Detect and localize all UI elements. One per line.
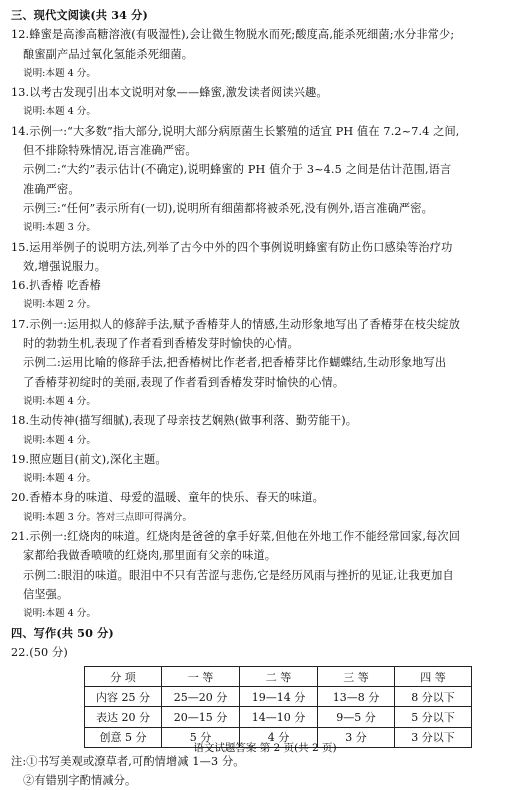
answer-cont-line: 示例二:运用比喻的修辞手法,把香椿树比作老者,把香椿芽比作蝴蝶结,生动形象地写出 [23,356,447,370]
answer-head-line: 四、写作(共 50 分) [11,625,114,640]
grading-note-cont-line: ②有错别字酌情减分。 [23,774,137,788]
answer-item-line: 14.示例一:“大多数”指大部分,说明大部分病原菌生长繁殖的适宜 PH 值在 7.2~7.4 之间, [11,124,460,138]
grading-cell: 内容 25 分 [85,687,162,707]
answer-note-line: 说明:本题 3 分。 [23,222,96,234]
answer-cont-line: 了香椿芽初绽时的美丽,表现了作者看到香椿发芽时愉快的心情。 [23,375,345,389]
answer-cont-line: 准确严密。 [23,182,80,196]
grading-header-cell: 一 等 [162,667,240,687]
grading-header-cell: 二 等 [240,667,318,687]
answer-cont-line: 示例二:“大约”表示估计(不确定),说明蜂蜜的 PH 值介于 3~4.5 之间是估计范围,语言 [23,163,452,177]
grading-cell: 8 分以下 [395,687,472,707]
answer-note-line: 说明:本题 4 分。 [23,67,96,79]
answer-note-line: 说明:本题 4 分。 [23,608,96,620]
answer-note-line: 说明:本题 3 分。答对三点即可得满分。 [23,511,192,523]
grading-header-cell: 四 等 [395,667,472,687]
grading-cell: 3 分 [318,727,395,747]
grading-cell: 9—5 分 [318,707,395,727]
answer-note-line: 说明:本题 4 分。 [23,434,96,446]
answer-item-line: 12.蜂蜜是高渗高糖溶液(有吸湿性),会让微生物脱水而死;酸度高,能杀死细菌;水分非常少; [11,28,455,42]
answer-note-line: 说明:本题 4 分。 [23,106,96,118]
grading-header-cell: 分 项 [85,667,162,687]
grading-cell: 19—14 分 [240,687,318,707]
answer-cont-line: 效,增强说服力。 [23,259,107,273]
answer-item-line: 19.照应题目(前文),深化主题。 [11,452,167,466]
grading-notes [11,752,516,790]
grading-note-item-line: 注:①书写美观或潦草者,可酌情增减 1—3 分。 [11,754,245,768]
answer-cont-line: 示例三:“任何”表示所有(一切),说明所有细菌都将被杀死,没有例外,语言准确严密。 [23,201,433,215]
grading-cell: 14—10 分 [240,707,318,727]
grading-cell: 5 分 [162,727,240,747]
grading-cell: 表达 20 分 [85,707,162,727]
answer-head-line: 三、现代文阅读(共 34 分) [11,8,148,22]
answer-item-line: 21.示例一:红烧肉的味道。红烧肉是爸爸的拿手好菜,但他在外地工作不能经常回家,每次回 [11,530,461,544]
answer-cont-line: 时的勃勃生机,表现了作者看到香椿发芽时愉快的心情。 [23,337,299,351]
answer-note-line: 说明:本题 4 分。 [23,395,96,407]
grading-table [84,666,472,748]
answer-item-line: 16.扒香椿 吃香椿 [11,279,101,293]
grading-cell: 20—15 分 [162,707,240,727]
answer-cont-line: 示例二:眼泪的味道。眼泪中不只有苦涩与悲伤,它是经历风雨与挫折的见证,让我更加自 [23,568,454,582]
answer-cont-line: 但不排除特殊情况,语言准确严密。 [23,144,197,158]
grading-cell: 3 分以下 [395,727,472,747]
answer-body [11,6,516,662]
grading-cell: 4 分 [240,727,318,747]
answer-note-line: 说明:本题 2 分。 [23,299,96,311]
answer-item-line: 20.香椿本身的味道、母爱的温暖、童年的快乐、春天的味道。 [11,491,325,505]
answer-item-line: 22.(50 分) [11,645,68,659]
answer-cont-line: 家都给我做香喷喷的红烧肉,那里面有父亲的味道。 [23,549,277,563]
grading-cell: 创意 5 分 [85,727,162,747]
answer-note-line: 说明:本题 4 分。 [23,473,96,485]
table-row [85,687,472,707]
grading-cell: 13—8 分 [318,687,395,707]
grading-header-cell: 三 等 [318,667,395,687]
answer-cont-line: 酿蜜副产品过氧化氢能杀死细菌。 [23,47,194,61]
grading-cell: 25—20 分 [162,687,240,707]
answer-item-line: 15.运用举例子的说明方法,列举了古今中外的四个事例说明蜂蜜有防止伤口感染等治疗功 [11,240,453,254]
table-row [85,707,472,727]
grading-cell: 5 分以下 [395,707,472,727]
answer-item-line: 18.生动传神(描写细腻),表现了母亲技艺娴熟(做事利落、勤劳能干)。 [11,414,358,428]
page-footer: 语文试题答案 第 2 页(共 2 页) [193,742,337,754]
grading-table-header-row [85,667,472,687]
answer-item-line: 17.示例一:运用拟人的修辞手法,赋予香椿芽人的情感,生动形象地写出了香椿芽在枝尖绽放 [11,317,461,331]
answer-item-line: 13.以考古发现引出本文说明对象——蜂蜜,激发读者阅读兴趣。 [11,86,328,100]
answer-cont-line: 信坚强。 [23,587,69,601]
